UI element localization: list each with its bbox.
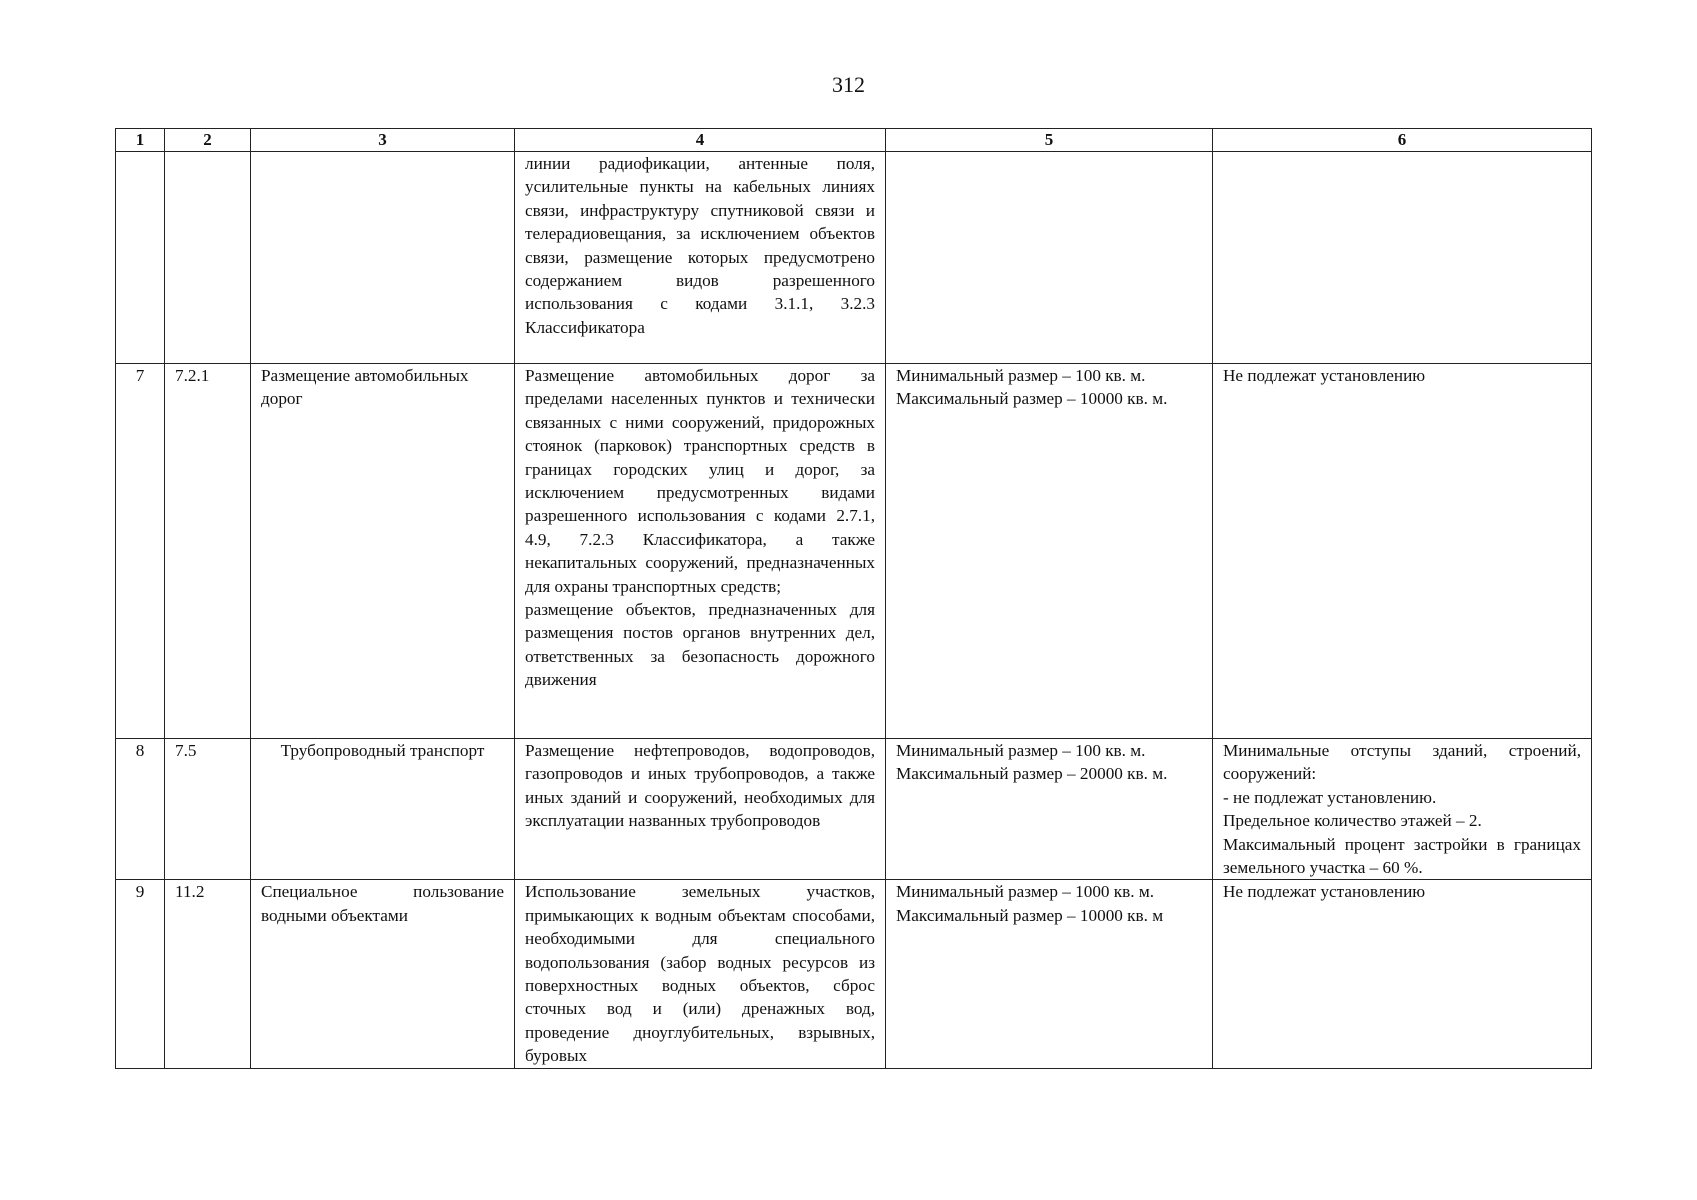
header-col-6: 6 — [1213, 129, 1592, 152]
parameter-line: Максимальный процент застройки в границах земельного участка – 60 %. — [1223, 834, 1581, 878]
description-paragraph: Размещение нефтепроводов, водопроводов, газопроводов и иных трубопроводов, а также иных зданий и сооружений, необходимых для эксплуатации названных трубопроводов — [525, 741, 875, 831]
cell-description — [515, 364, 886, 739]
header-col-4: 4 — [515, 129, 886, 152]
land-use-table — [115, 128, 1592, 1069]
cell-code — [165, 152, 251, 364]
cell-parameters — [1213, 739, 1592, 880]
cell-name — [251, 739, 515, 880]
parameter-line: Не подлежат установлению — [1223, 882, 1426, 902]
cell-parameters — [1213, 880, 1592, 1068]
cell-parameters — [1213, 152, 1592, 364]
header-row — [116, 129, 1592, 152]
cell-sizes — [886, 880, 1213, 1068]
description-paragraph: Использование земельных участков, примыкающих к водным объектам способами, необходимыми для специального водопользования (забор водных ресурсов из поверхностных водных объектов, сброс сточных вод и (или) дренажных вод, проведение дноуглубительных, взрывных, буровых — [525, 882, 875, 1066]
cell-parameters — [1213, 364, 1592, 739]
cell-num — [116, 152, 165, 364]
parameter-line: Не подлежат установлению — [1223, 366, 1426, 385]
cell-description — [515, 880, 886, 1068]
page-number: 312 — [832, 72, 865, 97]
parameter-line: - не подлежат установлению. — [1223, 787, 1437, 807]
table-row — [116, 739, 1592, 880]
cell-sizes — [886, 152, 1213, 364]
cell-description — [515, 739, 886, 880]
table-row — [116, 364, 1592, 739]
size-max: Максимальный размер – 20000 кв. м. — [896, 764, 1168, 784]
table-row-continuation — [116, 152, 1592, 364]
parameter-line: Минимальные отступы зданий, строений, сооружений: — [1223, 741, 1581, 784]
size-min: Минимальный размер – 100 кв. м. — [896, 366, 1146, 385]
cell-name — [251, 152, 515, 364]
cell-sizes — [886, 364, 1213, 739]
cell-num: 7 — [116, 364, 165, 739]
size-min: Минимальный размер – 1000 кв. м. — [896, 882, 1155, 902]
cell-num: 9 — [116, 880, 165, 1068]
header-col-3: 3 — [251, 129, 515, 152]
size-max: Максимальный размер – 10000 кв. м. — [896, 389, 1168, 409]
description-paragraph: размещение объектов, предназначенных для размещения постов органов внутренних дел, ответственных за безопасность дорожного движения — [525, 600, 875, 690]
cell-name — [251, 880, 515, 1068]
size-max: Максимальный размер – 10000 кв. м — [896, 905, 1164, 925]
name-text: Трубопроводный транспорт — [280, 741, 485, 760]
cell-description — [515, 152, 886, 364]
description-paragraph: Размещение автомобильных дорог за пределами населенных пунктов и технически связанных с ними сооружений, придорожных стоянок (парковок) транспортных средств в границах городских улиц и дорог, за исключением предусмотренных видами разрешенного использования с кодами 2.7.1, 4.9, 7.2.3 Классификатора, а также некапитальных сооружений, предназначенных для охраны транспортных средств; — [525, 366, 875, 596]
header-col-1: 1 — [116, 129, 165, 152]
header-col-5: 5 — [886, 129, 1213, 152]
cell-sizes — [886, 739, 1213, 880]
name-text: Размещение автомобильных дорог — [261, 366, 469, 409]
cell-name — [251, 364, 515, 739]
header-col-2: 2 — [165, 129, 251, 152]
cell-code: 7.5 — [165, 739, 251, 880]
cell-num: 8 — [116, 739, 165, 880]
cell-code: 7.2.1 — [165, 364, 251, 739]
size-min: Минимальный размер – 100 кв. м. — [896, 741, 1146, 760]
table-row — [116, 880, 1592, 1068]
cell-code: 11.2 — [165, 880, 251, 1068]
description-text: линии радиофикации, антенные поля, усилительные пункты на кабельных линиях связи, инфраструктуру спутниковой связи и телерадиовещания, за исключением объектов связи, размещение которых предусмотрено содержанием видов разрешенного использования с кодами 3.1.1, 3.2.3 Классификатора — [525, 154, 875, 337]
parameter-line: Предельное количество этажей – 2. — [1223, 811, 1482, 831]
name-text: Специальное пользование водными объектами — [261, 882, 504, 925]
